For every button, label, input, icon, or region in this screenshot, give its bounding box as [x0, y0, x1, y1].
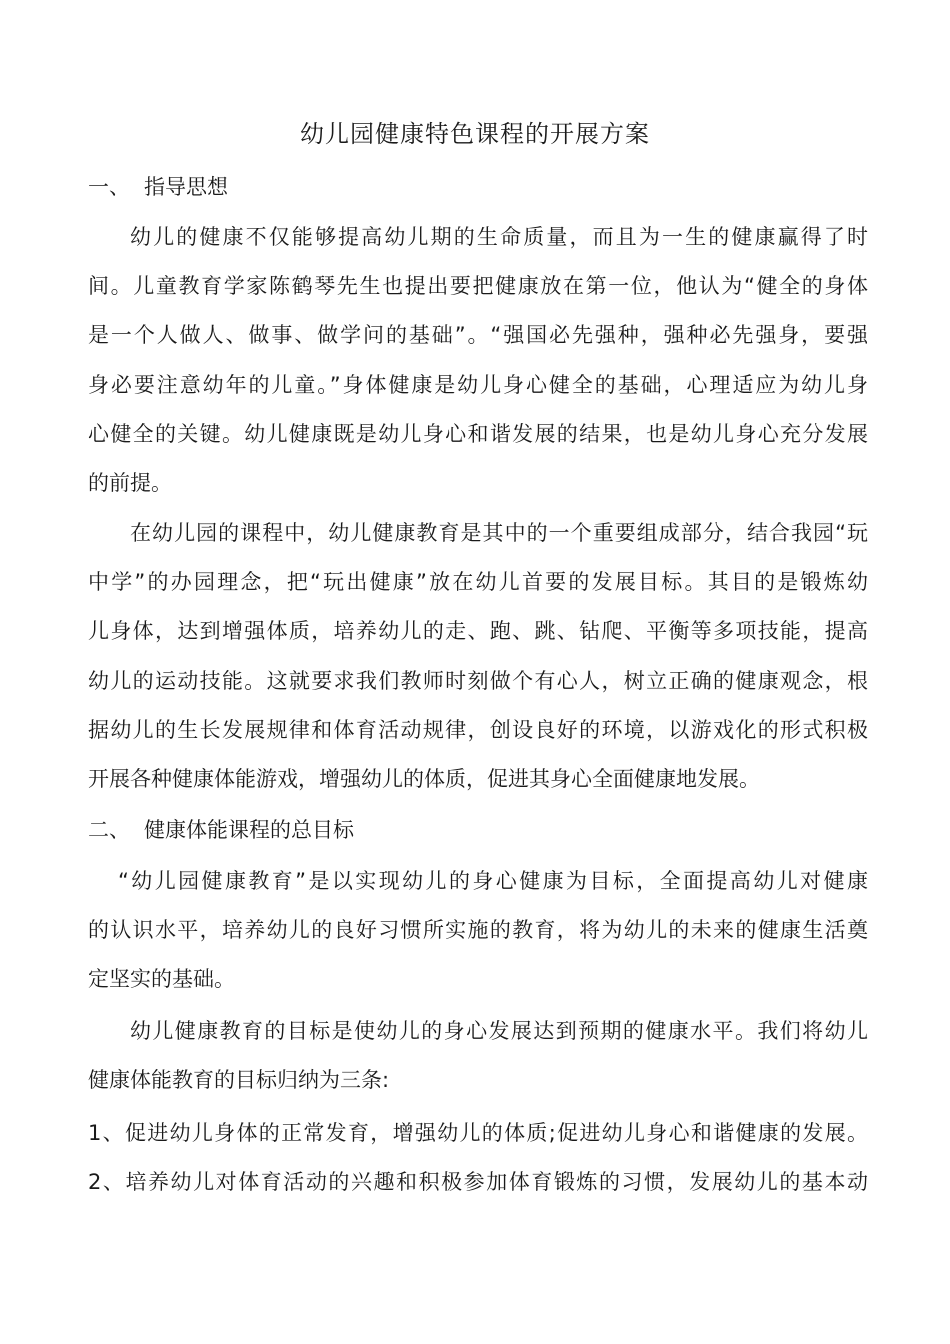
- paragraph-line: 的认识水平，培养幼儿的良好习惯所实施的教育，将为幼儿的未来的健康生活奠: [88, 918, 868, 942]
- paragraph-line: 开展各种健康体能游戏，增强幼儿的体质，促进其身心全面健康地发展。: [88, 767, 760, 791]
- section-heading-text: 指导思想: [144, 175, 228, 199]
- paragraph-line: 的前提。: [88, 471, 172, 495]
- paragraph-line: 定坚实的基础。: [88, 967, 235, 991]
- paragraph-line: 间。儿童教育学家陈鹤琴先生也提出要把健康放在第一位，他认为“健全的身体: [88, 274, 868, 298]
- paragraph-line: 幼儿健康教育的目标是使幼儿的身心发展达到预期的健康水平。我们将幼儿: [130, 1019, 868, 1043]
- list-item: 1、促进幼儿身体的正常发育，增强幼儿的体质;促进幼儿身心和谐健康的发展。: [88, 1121, 868, 1145]
- list-item: 2、培养幼儿对体育活动的兴趣和积极参加体育锻炼的习惯，发展幼儿的基本动: [88, 1170, 868, 1194]
- paragraph-line: 中学”的办园理念，把“玩出健康”放在幼儿首要的发展目标。其目的是锻炼幼: [88, 570, 868, 594]
- paragraph-line: “幼儿园健康教育”是以实现幼儿的身心健康为目标，全面提高幼儿对健康: [118, 869, 868, 893]
- paragraph-line: 是一个人做人、做事、做学问的基础”。“强国必先强种，强种必先强身，要强: [88, 323, 868, 347]
- section-number: 二、: [88, 818, 130, 842]
- paragraph-line: 健康体能教育的目标归纳为三条:: [88, 1068, 390, 1092]
- section-heading-text: 健康体能课程的总目标: [144, 818, 354, 842]
- paragraph-line: 幼儿的健康不仅能够提高幼儿期的生命质量，而且为一生的健康赢得了时: [130, 225, 868, 249]
- document-title: 幼儿园健康特色课程的开展方案: [300, 120, 650, 148]
- section-heading-1: [88, 172, 868, 202]
- paragraph-line: 身必要注意幼年的儿童。”身体健康是幼儿身心健全的基础，心理适应为幼儿身: [88, 373, 868, 397]
- section-heading-2: [88, 815, 868, 845]
- paragraph-line: 儿身体，达到增强体质，培养幼儿的走、跑、跳、钻爬、平衡等多项技能，提高: [88, 619, 868, 643]
- paragraph-line: 据幼儿的生长发展规律和体育活动规律，创设良好的环境，以游戏化的形式积极: [88, 718, 868, 742]
- paragraph-line: 幼儿的运动技能。这就要求我们教师时刻做个有心人，树立正确的健康观念，根: [88, 669, 868, 693]
- paragraph-line: 在幼儿园的课程中，幼儿健康教育是其中的一个重要组成部分，结合我园“玩: [130, 521, 868, 545]
- section-number: 一、: [88, 175, 130, 199]
- paragraph-line: 心健全的关键。幼儿健康既是幼儿身心和谐发展的结果，也是幼儿身心充分发展: [88, 422, 868, 446]
